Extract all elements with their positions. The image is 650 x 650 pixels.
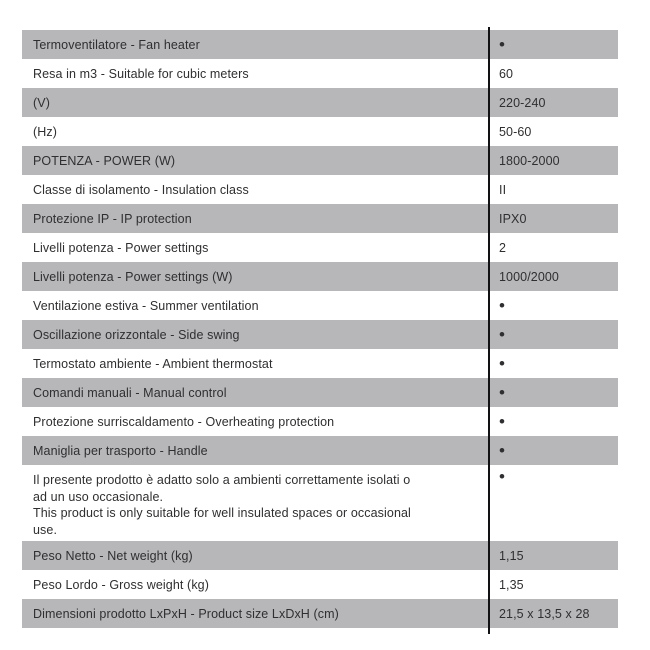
table-row [22, 175, 618, 204]
spec-label: Ventilazione estiva - Summer ventilation [33, 298, 259, 313]
spec-label: Protezione IP - IP protection [33, 211, 192, 226]
spec-label-line: ad un uso occasionale. [33, 489, 164, 504]
table-row [22, 407, 618, 436]
spec-label: Termostato ambiente - Ambient thermostat [33, 356, 273, 371]
spec-label: Oscillazione orizzontale - Side swing [33, 327, 240, 342]
table-row [22, 436, 618, 465]
feature-bullet: • [499, 35, 506, 54]
spec-value: 2 [499, 240, 507, 255]
spec-value: 1800-2000 [499, 153, 560, 168]
table-row [22, 378, 618, 407]
table-row [22, 204, 618, 233]
spec-label-line: use. [33, 522, 58, 537]
table-row [22, 599, 618, 628]
spec-value: 1,35 [499, 577, 524, 592]
table-row [22, 262, 618, 291]
feature-bullet: • [499, 325, 506, 344]
table-row [22, 146, 618, 175]
table-row [22, 465, 618, 541]
table-row [22, 233, 618, 262]
spec-value: 60 [499, 66, 514, 81]
feature-bullet: • [499, 383, 506, 402]
product-spec-table [22, 30, 618, 628]
spec-value: 220-240 [499, 95, 546, 110]
spec-value: II [499, 182, 507, 197]
spec-label: Peso Netto - Net weight (kg) [33, 548, 193, 563]
feature-bullet: • [499, 412, 506, 431]
table-row [22, 570, 618, 599]
feature-bullet: • [499, 467, 506, 486]
spec-label: Protezione surriscaldamento - Overheating protection [33, 414, 335, 429]
table-row [22, 30, 618, 59]
feature-bullet: • [499, 296, 506, 315]
spec-label-line: This product is only suitable for well insulated spaces or occasional [33, 506, 411, 520]
spec-value: 50-60 [499, 124, 532, 139]
spec-value: 1000/2000 [499, 269, 559, 284]
feature-bullet: • [499, 441, 506, 460]
spec-value: IPX0 [499, 211, 527, 226]
spec-label: POTENZA - POWER (W) [33, 153, 176, 168]
spec-value: 1,15 [499, 548, 524, 563]
spec-label: Comandi manuali - Manual control [33, 385, 227, 400]
column-divider-line [488, 27, 490, 634]
spec-label: Peso Lordo - Gross weight (kg) [33, 577, 209, 592]
spec-label: Termoventilatore - Fan heater [33, 37, 200, 52]
spec-value: 21,5 x 13,5 x 28 [499, 606, 590, 621]
spec-label: Maniglia per trasporto - Handle [33, 443, 208, 458]
table-row [22, 541, 618, 570]
spec-label: Dimensioni prodotto LxPxH - Product size LxDxH (cm) [33, 606, 339, 621]
table-row [22, 320, 618, 349]
spec-label [22, 465, 488, 541]
spec-label-line: Il presente prodotto è adatto solo a ambienti correttamente isolati o [33, 473, 411, 487]
spec-label: (Hz) [33, 124, 58, 139]
table-row [22, 88, 618, 117]
table-row [22, 349, 618, 378]
table-row [22, 117, 618, 146]
spec-label: Livelli potenza - Power settings [33, 240, 209, 255]
spec-label: Resa in m3 - Suitable for cubic meters [33, 66, 249, 81]
spec-label: (V) [33, 95, 50, 110]
table-row [22, 59, 618, 88]
feature-bullet: • [499, 354, 506, 373]
table-row [22, 291, 618, 320]
spec-label: Livelli potenza - Power settings (W) [33, 269, 233, 284]
spec-label: Classe di isolamento - Insulation class [33, 182, 249, 197]
